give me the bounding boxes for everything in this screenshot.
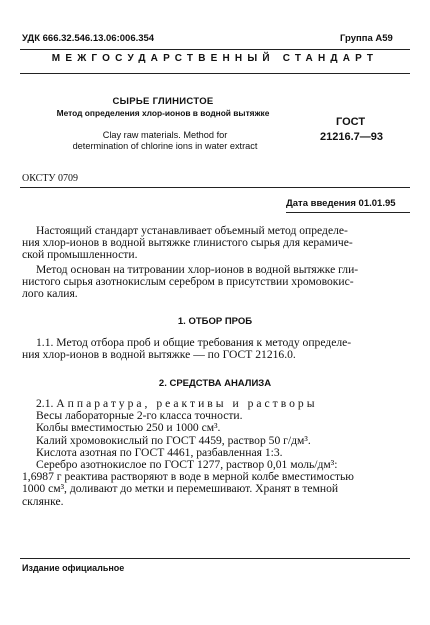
effective-date	[286, 198, 396, 209]
text-line: Колбы вместимостью 250 и 1000 см³.	[36, 421, 221, 435]
interstate-standard-heading: МЕЖГОСУДАРСТВЕННЫЙ СТАНДАРТ	[51, 53, 379, 64]
section-2-heading: 2. СРЕДСТВА АНАЛИЗА	[158, 378, 272, 389]
text-line: лого калия.	[22, 287, 78, 301]
text-line: Метод основан на титровании хлор-ионов в водной вытяжке гли-	[36, 263, 359, 276]
text-line: Калий хромовокислый по ГОСТ 4459, раствор 50 г/дм³.	[36, 433, 311, 447]
text-line: 1000 см³, доливают до метки и перемешивают. Хранят в темной	[22, 482, 339, 496]
subsection-number: 2.1.	[36, 397, 54, 410]
text-line: ской промышленности.	[22, 248, 138, 262]
intro-paragraph-1	[22, 225, 410, 262]
text-line: нистого сырья азотнокислым серебром в присутствии хромовокис-	[22, 275, 354, 289]
effective-date-value: 01.01.95	[358, 198, 396, 209]
english-title-line1: Clay raw materials. Method for	[102, 130, 228, 140]
intro-paragraph-2	[22, 264, 410, 301]
text-line: Кислота азотная по ГОСТ 4461, разбавленная 1:3.	[36, 445, 283, 459]
text-line: Весы лабораторные 2-го класса точности.	[36, 409, 243, 423]
text-line: склянке.	[22, 494, 64, 508]
gost-label: ГОСТ	[336, 116, 366, 128]
document-title: СЫРЬЕ ГЛИНИСТОЕ	[112, 96, 214, 107]
header-rule-top	[20, 49, 410, 50]
official-edition-label: Издание официальное	[22, 563, 125, 573]
header-rule-bottom	[20, 73, 410, 74]
group-code: Группа А59	[340, 33, 393, 44]
section-2-body	[22, 398, 410, 508]
effective-date-rule	[286, 212, 410, 213]
document-subtitle: Метод определения хлор-ионов в водной вытяжке	[56, 108, 270, 118]
okstu-rule	[20, 187, 410, 188]
subsection-title: Аппаратура, реактивы и растворы	[56, 397, 318, 410]
section-1-heading: 1. ОТБОР ПРОБ	[177, 316, 253, 327]
english-title-line2: determination of chlorine ions in water extract	[72, 141, 258, 151]
okstu-code: ОКСТУ 0709	[22, 173, 79, 184]
gost-number: 21216.7—93	[320, 131, 383, 143]
footer-rule	[20, 558, 410, 559]
text-line: 1.1. Метод отбора проб и общие требования к методу определе-	[36, 336, 352, 349]
text-line: Настоящий стандарт устанавливает объемный метод определе-	[36, 224, 348, 237]
text-line: ния хлор-ионов в водной вытяжке глинистого сырья для керамиче-	[22, 236, 353, 250]
text-line: 1,6987 г реактива растворяют в воде в мерной колбе вместимостью	[22, 470, 354, 484]
effective-date-label: Дата введения	[286, 198, 356, 209]
section-1-body	[22, 337, 410, 361]
udc-code: УДК 666.32.546.13.06:006.354	[22, 33, 155, 44]
text-line: ния хлор-ионов в водной вытяжке — по ГОСТ 21216.0.	[22, 348, 296, 362]
text-line: Серебро азотнокислое по ГОСТ 1277, раствор 0,01 моль/дм³:	[36, 458, 338, 472]
